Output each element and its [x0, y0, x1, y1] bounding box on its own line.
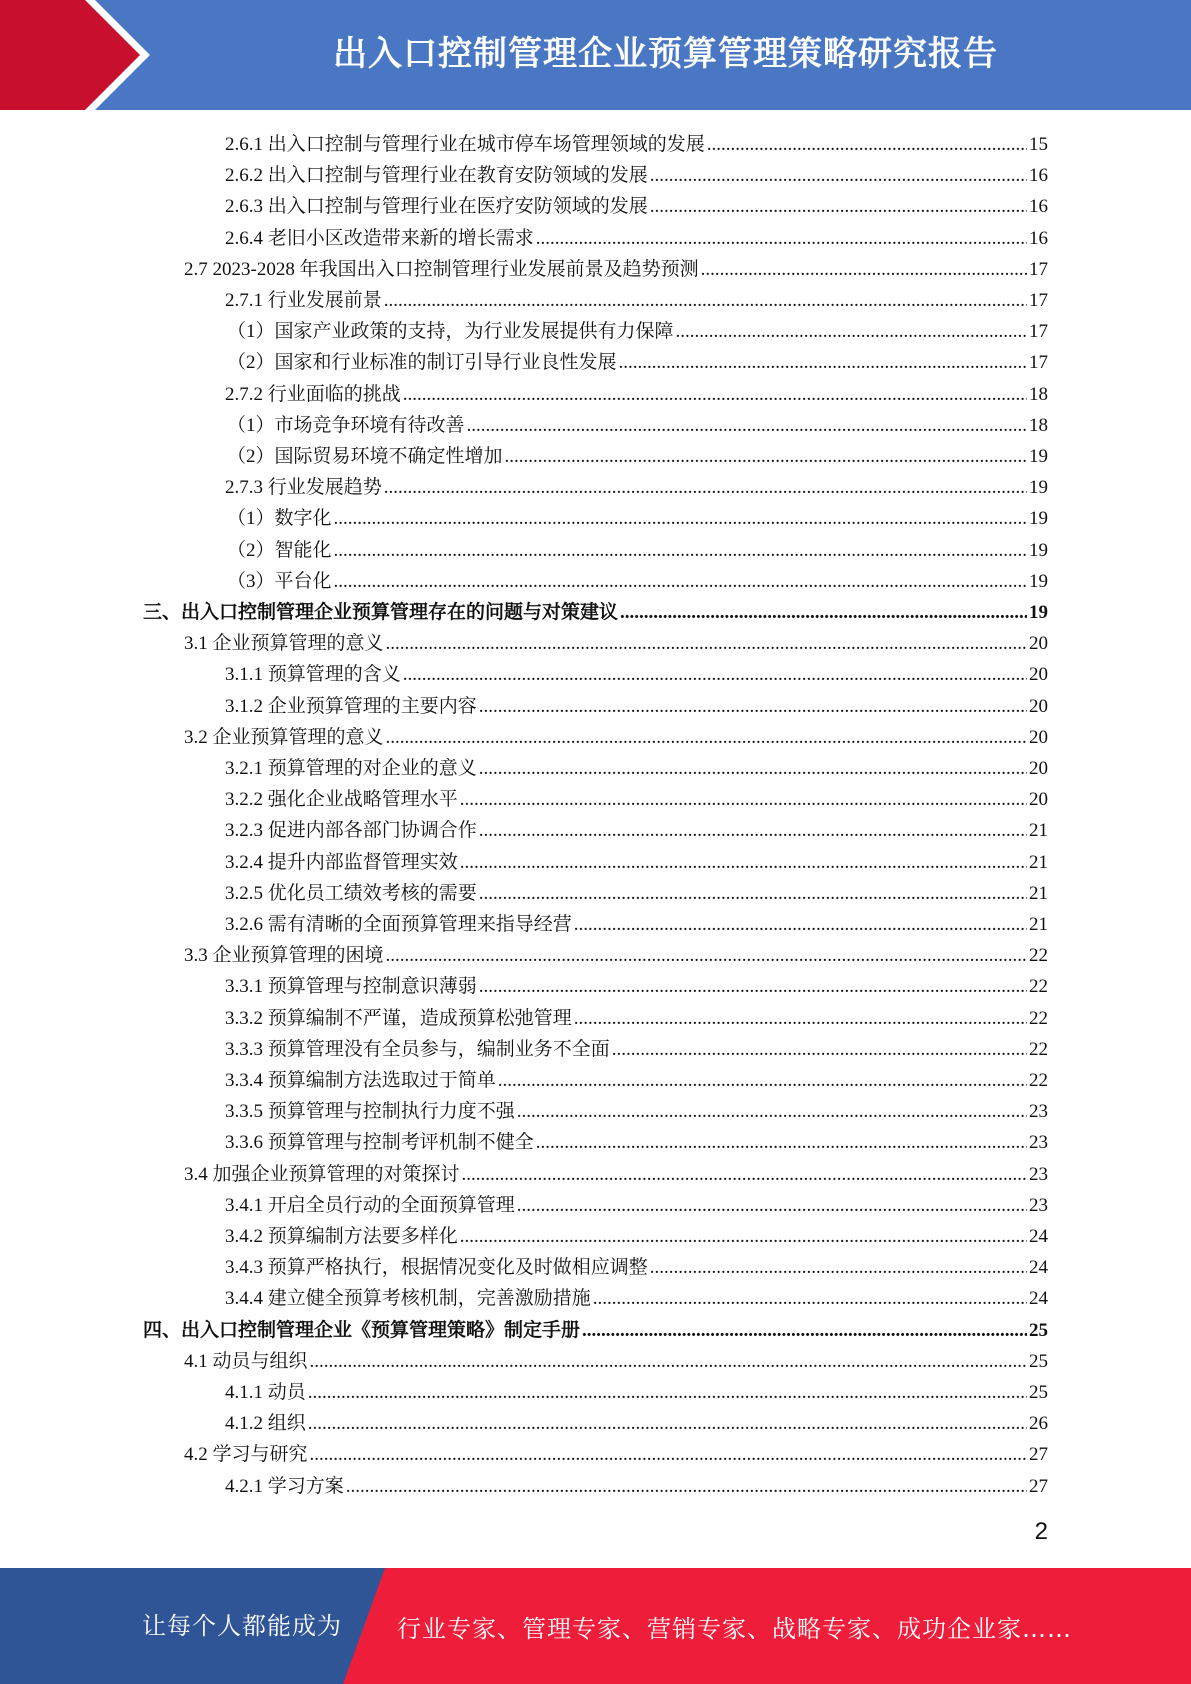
toc-leader-dots	[498, 1069, 1027, 1093]
toc-entry[interactable]	[184, 1343, 1048, 1374]
toc-entry-title: 2.6.4 老旧小区改造带来新的增长需求	[225, 227, 534, 249]
toc-leader-dots	[536, 227, 1027, 251]
toc-entry-title: 3.2.2 强化企业战略管理水平	[225, 789, 458, 811]
toc-entry[interactable]	[225, 282, 1048, 313]
toc-leader-dots	[308, 1412, 1027, 1436]
toc-leader-dots	[593, 1287, 1027, 1311]
toc-entry-page: 18	[1029, 414, 1048, 436]
toc-entry-title: 3.1 企业预算管理的意义	[184, 633, 384, 655]
toc-entry[interactable]	[225, 1280, 1048, 1311]
toc-entry-title: （2）智能化	[227, 539, 332, 561]
toc-entry-title: 3.1.1 预算管理的含义	[225, 664, 401, 686]
toc-entry[interactable]	[184, 1156, 1048, 1187]
toc-entry-title: 4.1.1 动员	[225, 1382, 306, 1403]
toc-entry-title: 2.7.1 行业发展前景	[225, 290, 382, 311]
toc-entry-page: 23	[1029, 1194, 1048, 1216]
toc-leader-dots	[650, 1256, 1027, 1280]
page-header	[0, 0, 1191, 110]
toc-entry-title: 2.7.3 行业发展趋势	[225, 477, 382, 499]
toc-leader-dots	[310, 1350, 1027, 1374]
toc-entry-page: 20	[1029, 758, 1048, 779]
toc-entry-page: 23	[1029, 1132, 1048, 1154]
toc-leader-dots	[620, 601, 1027, 625]
toc-entry[interactable]	[184, 625, 1048, 656]
toc-leader-dots	[619, 351, 1027, 375]
toc-entry-page: 16	[1029, 165, 1048, 187]
toc-entry-page: 20	[1029, 726, 1048, 748]
toc-entry[interactable]	[227, 344, 1048, 375]
toc-entry-page: 17	[1029, 258, 1048, 280]
toc-entry-title: 2.7 2023-2028 年我国出入口控制管理行业发展前景及趋势预测	[184, 258, 699, 280]
toc-entry-title: 四、出入口控制管理企业《预算管理策略》制定手册	[143, 1319, 581, 1341]
toc-leader-dots	[707, 133, 1027, 157]
toc-entry[interactable]	[184, 251, 1048, 282]
toc-leader-dots	[403, 663, 1027, 687]
toc-entry-page: 25	[1029, 1319, 1048, 1341]
toc-entry-page: 24	[1029, 1257, 1048, 1279]
toc-entry[interactable]	[225, 1093, 1048, 1124]
toc-leader-dots	[308, 1381, 1027, 1405]
toc-entry-title: 3.2.1 预算管理的对企业的意义	[225, 758, 477, 779]
toc-leader-dots	[479, 757, 1027, 781]
toc-entry-title: 3.2.4 提升内部监督管理实效	[225, 851, 458, 873]
toc-entry-page: 16	[1029, 227, 1048, 249]
toc-entry[interactable]	[225, 126, 1048, 157]
toc-entry[interactable]	[227, 500, 1048, 531]
toc-entry[interactable]	[225, 781, 1048, 812]
toc-entry-title: 三、出入口控制管理企业预算管理存在的问题与对策建议	[143, 602, 619, 623]
toc-entry-title: （1）市场竞争环境有待改善	[227, 414, 465, 436]
toc-leader-dots	[479, 975, 1027, 999]
toc-entry[interactable]	[225, 1000, 1048, 1031]
toc-entry-page: 27	[1029, 1475, 1048, 1497]
toc-entry-page: 19	[1029, 602, 1048, 623]
toc-entry-page: 24	[1029, 1226, 1048, 1247]
toc-leader-dots	[334, 539, 1027, 563]
toc-entry-title: 3.3.3 预算管理没有全员参与，编制业务不全面	[225, 1038, 610, 1060]
toc-entry-page: 19	[1029, 477, 1048, 499]
toc-entry[interactable]	[227, 313, 1048, 344]
toc-leader-dots	[460, 1225, 1027, 1249]
toc-leader-dots	[386, 632, 1027, 656]
toc-entry-page: 19	[1029, 570, 1048, 592]
toc-leader-dots	[479, 695, 1027, 719]
toc-entry-page: 22	[1029, 1070, 1048, 1091]
toc-leader-dots	[574, 1007, 1027, 1031]
header-red-chevron	[0, 0, 150, 110]
toc-leader-dots	[574, 913, 1027, 937]
toc-entry-title: 3.3.1 预算管理与控制意识薄弱	[225, 976, 477, 998]
toc-leader-dots	[536, 1131, 1027, 1155]
toc-entry[interactable]	[225, 750, 1048, 781]
toc-entry[interactable]	[225, 1218, 1048, 1249]
toc-entry-page: 16	[1029, 196, 1048, 218]
toc-entry[interactable]	[227, 407, 1048, 438]
toc-leader-dots	[334, 507, 1027, 531]
toc-entry-page: 20	[1029, 789, 1048, 811]
toc-leader-dots	[701, 258, 1027, 282]
toc-leader-dots	[460, 788, 1027, 812]
toc-entry[interactable]	[184, 1436, 1048, 1467]
toc-entry-page: 22	[1029, 1007, 1048, 1029]
toc-leader-dots	[403, 383, 1027, 407]
toc-entry-title: 3.2.3 促进内部各部门协调合作	[225, 820, 477, 842]
toc-entry[interactable]	[225, 875, 1048, 906]
toc-entry-page: 22	[1029, 945, 1048, 967]
toc-entry[interactable]	[227, 532, 1048, 563]
toc-entry-title: 2.6.2 出入口控制与管理行业在教育安防领域的发展	[225, 165, 648, 187]
toc-leader-dots	[384, 289, 1027, 313]
toc-entry-title: 2.7.2 行业面临的挑战	[225, 383, 401, 405]
toc-entry-page: 15	[1029, 134, 1048, 155]
toc-entry-title: 3.2 企业预算管理的意义	[184, 726, 384, 748]
toc-entry-page: 22	[1029, 1038, 1048, 1060]
toc-entry-title: 3.2.6 需有清晰的全面预算管理来指导经营	[225, 914, 572, 935]
toc-leader-dots	[517, 1100, 1027, 1124]
toc-entry-page: 21	[1029, 851, 1048, 873]
toc-entry-title: 3.3 企业预算管理的困境	[184, 945, 384, 967]
toc-entry-title: 4.2.1 学习方案	[225, 1475, 344, 1497]
toc-leader-dots	[386, 944, 1027, 968]
toc-entry-title: 3.2.5 优化员工绩效考核的需要	[225, 882, 477, 904]
toc-entry[interactable]	[225, 1062, 1048, 1093]
toc-entry-page: 25	[1029, 1382, 1048, 1403]
toc-entry-title: （2）国家和行业标准的制订引导行业良性发展	[227, 352, 617, 374]
toc-leader-dots	[467, 414, 1027, 438]
footer-slogan-left: 让每个人都能成为	[142, 1612, 342, 1640]
toc-entry-title: 3.4.3 预算严格执行，根据情况变化及时做相应调整	[225, 1257, 648, 1279]
toc-leader-dots	[676, 320, 1027, 344]
toc-entry[interactable]	[143, 1312, 1048, 1343]
toc-entry[interactable]	[225, 220, 1048, 251]
toc-entry-title: 4.1 动员与组织	[184, 1350, 308, 1372]
toc-entry-title: 3.3.6 预算管理与控制考评机制不健全	[225, 1132, 534, 1154]
toc-entry[interactable]	[225, 188, 1048, 219]
toc-entry-page: 22	[1029, 976, 1048, 998]
toc-entry[interactable]	[225, 1249, 1048, 1280]
toc-entry[interactable]	[225, 812, 1048, 843]
toc-entry-page: 18	[1029, 383, 1048, 405]
toc-entry[interactable]	[227, 438, 1048, 469]
toc-entry[interactable]	[225, 906, 1048, 937]
toc-entry-title: （1）国家产业政策的支持，为行业发展提供有力保障	[227, 321, 674, 343]
toc-leader-dots	[517, 1194, 1027, 1218]
toc-entry-page: 23	[1029, 1163, 1048, 1185]
toc-entry[interactable]	[225, 844, 1048, 875]
toc-entry[interactable]	[184, 937, 1048, 968]
toc-entry-page: 21	[1029, 820, 1048, 842]
toc-entry[interactable]	[225, 656, 1048, 687]
toc-entry[interactable]	[225, 1405, 1048, 1436]
toc-entry[interactable]	[225, 688, 1048, 719]
toc-entry[interactable]	[225, 1124, 1048, 1155]
toc-leader-dots	[460, 851, 1027, 875]
toc-entry-title: 3.3.4 预算编制方法选取过于简单	[225, 1070, 496, 1091]
toc-entry-page: 27	[1029, 1444, 1048, 1466]
toc-entry-title: 3.4.1 开启全员行动的全面预算管理	[225, 1194, 515, 1216]
toc-entry[interactable]	[225, 1187, 1048, 1218]
page-number: 2	[1034, 1518, 1048, 1545]
toc-entry-title: 4.2 学习与研究	[184, 1444, 308, 1466]
page-footer	[0, 1568, 1191, 1684]
toc-leader-dots	[650, 195, 1027, 219]
toc-entry[interactable]	[184, 719, 1048, 750]
toc-leader-dots	[346, 1475, 1027, 1499]
toc-entry-title: 3.4 加强企业预算管理的对策探讨	[184, 1163, 460, 1185]
toc-entry[interactable]	[143, 594, 1048, 625]
toc-entry-page: 17	[1029, 321, 1048, 343]
toc-entry-title: 3.4.4 建立健全预算考核机制，完善激励措施	[225, 1288, 591, 1310]
toc-leader-dots	[505, 445, 1027, 469]
toc-entry[interactable]	[225, 469, 1048, 500]
footer-slogan-right: 行业专家、管理专家、营销专家、战略专家、成功企业家……	[397, 1615, 1072, 1643]
toc-entry-title: 3.3.5 预算管理与控制执行力度不强	[225, 1101, 515, 1123]
toc-entry-title: 3.3.2 预算编制不严谨，造成预算松弛管理	[225, 1007, 572, 1029]
toc-entry[interactable]	[225, 1374, 1048, 1405]
toc-entry[interactable]	[225, 376, 1048, 407]
toc-entry-page: 20	[1029, 695, 1048, 717]
toc-entry-page: 19	[1029, 508, 1048, 530]
toc-entry-title: （3）平台化	[227, 570, 332, 592]
toc-leader-dots	[582, 1319, 1027, 1343]
toc-entry-page: 21	[1029, 882, 1048, 904]
toc-entry[interactable]	[225, 1031, 1048, 1062]
report-title: 出入口控制管理企业预算管理策略研究报告	[333, 34, 998, 74]
toc-entry-page: 19	[1029, 539, 1048, 561]
toc-leader-dots	[479, 882, 1027, 906]
toc-entry-page: 20	[1029, 633, 1048, 655]
toc-entry-page: 21	[1029, 914, 1048, 935]
toc-leader-dots	[612, 1038, 1027, 1062]
toc-leader-dots	[334, 570, 1027, 594]
toc-leader-dots	[384, 476, 1027, 500]
toc-entry-page: 23	[1029, 1101, 1048, 1123]
toc-entry-title: 3.1.2 企业预算管理的主要内容	[225, 695, 477, 717]
toc-entry-title: 3.4.2 预算编制方法要多样化	[225, 1226, 458, 1247]
toc-entry-title: （2）国际贸易环境不确定性增加	[227, 446, 503, 467]
toc-leader-dots	[650, 164, 1027, 188]
toc-entry-title: （1）数字化	[227, 508, 332, 530]
toc-leader-dots	[462, 1163, 1027, 1187]
toc-entry[interactable]	[225, 968, 1048, 999]
toc-entry-page: 24	[1029, 1288, 1048, 1310]
toc-entry-page: 17	[1029, 290, 1048, 311]
toc-leader-dots	[479, 819, 1027, 843]
toc-entry-title: 2.6.1 出入口控制与管理行业在城市停车场管理领域的发展	[225, 134, 705, 155]
toc-entry[interactable]	[225, 157, 1048, 188]
toc-entry-page: 25	[1029, 1350, 1048, 1372]
toc-leader-dots	[310, 1443, 1027, 1467]
toc-leader-dots	[386, 726, 1027, 750]
toc-entry-title: 4.1.2 组织	[225, 1413, 306, 1435]
toc-entry-page: 17	[1029, 352, 1048, 374]
toc-entry[interactable]	[227, 563, 1048, 594]
toc-entry-page: 20	[1029, 664, 1048, 686]
toc-entry-page: 19	[1029, 446, 1048, 467]
toc-entry-title: 2.6.3 出入口控制与管理行业在医疗安防领域的发展	[225, 196, 648, 218]
toc-entry-page: 26	[1029, 1413, 1048, 1435]
toc-entry[interactable]	[225, 1468, 1048, 1499]
